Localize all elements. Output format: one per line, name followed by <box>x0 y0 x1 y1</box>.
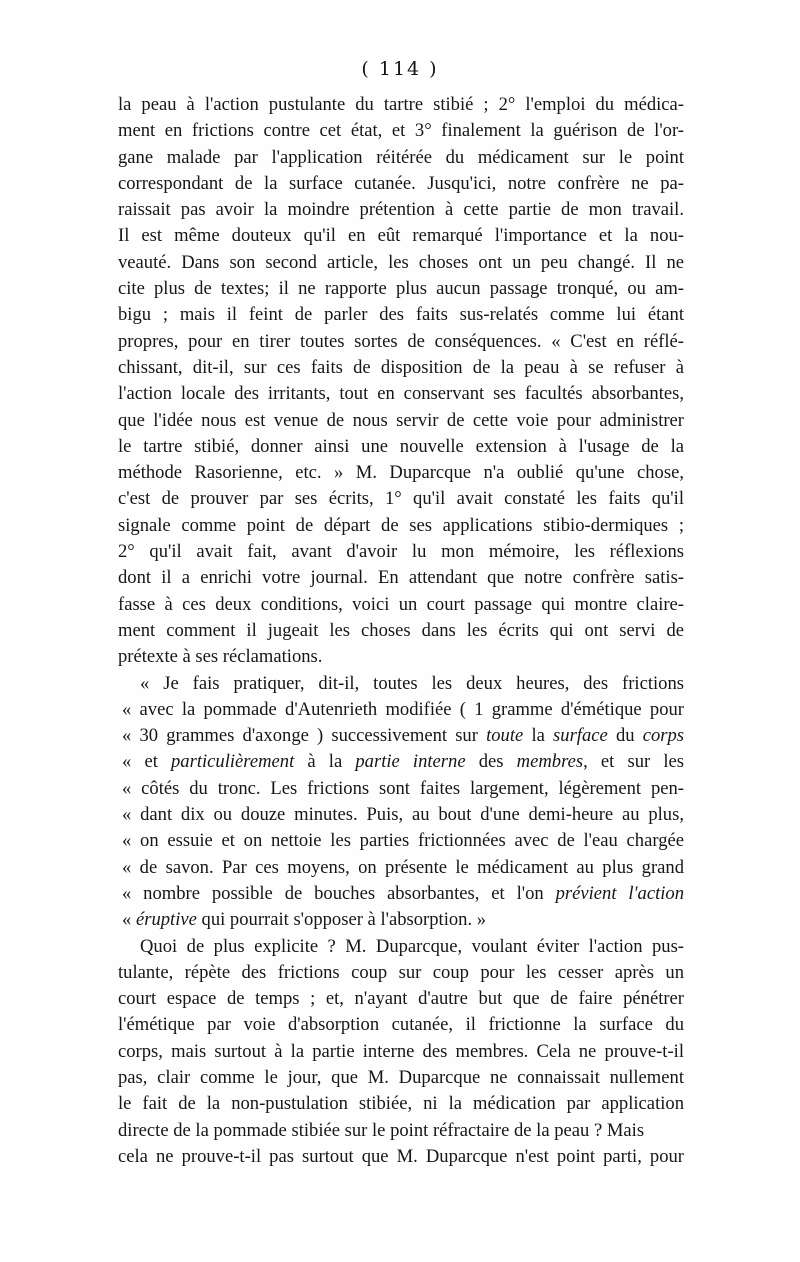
text-segment: correspondant de la surface cutanée. Jusqu'ici, notre confrère ne pa- <box>118 172 684 194</box>
text-line <box>118 671 684 697</box>
italic-text: corps <box>642 725 685 747</box>
text-segment: l'action locale des irritants, tout en conservant ses facultés absorbantes, <box>118 383 684 405</box>
text-segment: veauté. Dans son second article, les choses ont un peu changé. Il ne <box>118 251 684 273</box>
italic-text: particulièrement <box>171 751 295 773</box>
text-segment: « et <box>122 751 171 773</box>
italic-text: prévient l'action <box>555 882 685 904</box>
page-number: ( 114 ) <box>361 58 439 80</box>
text-segment: « 30 grammes d'axonge ) successivement sur <box>122 725 487 747</box>
text-line <box>118 118 684 144</box>
italic-text: surface <box>553 725 608 747</box>
text-segment: 2° qu'il avait fait, avant d'avoir lu mon mémoire, les réflexions <box>118 541 684 563</box>
italic-text: éruptive <box>135 909 197 931</box>
text-segment: cite plus de textes; il ne rapporte plus aucun passage tronqué, ou am- <box>118 278 684 300</box>
text-segment: Il est même douteux qu'il en eût remarqué l'importance et la nou- <box>118 225 684 247</box>
text-segment: fasse à ces deux conditions, voici un court passage qui montre claire- <box>118 593 684 615</box>
text-segment: corps, mais surtout à la partie interne des membres. Cela ne prouve-t-il <box>118 1040 684 1062</box>
text-line <box>118 381 684 407</box>
text-line <box>118 1144 684 1170</box>
text-segment: cela ne prouve-t-il pas surtout que M. Duparcque n'est point parti, pour <box>118 1145 684 1167</box>
text-segment: prétexte à ses réclamations. <box>118 646 323 668</box>
text-line <box>118 828 684 854</box>
text-line <box>118 592 684 618</box>
text-segment: c'est de prouver par ses écrits, 1° qu'il avait constaté les faits qu'il <box>118 488 684 510</box>
text-line <box>118 644 684 670</box>
text-segment: que l'idée nous est venue de nous servir de cette voie pour administrer <box>118 409 684 431</box>
text-segment: pas, clair comme le jour, que M. Duparcque ne connaissait nullement <box>118 1066 684 1088</box>
text-segment: raissait pas avoir la moindre prétention à cette partie de mon travail. <box>118 199 684 221</box>
text-line <box>118 223 684 249</box>
text-line <box>118 486 684 512</box>
text-line <box>118 1039 684 1065</box>
text-segment: le fait de la non-pustulation stibiée, ni la médication par application <box>118 1093 684 1115</box>
text-line <box>118 934 684 960</box>
text-segment: l'émétique par voie d'absorption cutanée, il frictionne la surface du <box>118 1014 684 1036</box>
text-segment: ment comment il jugeait les choses dans les écrits qui ont servi de <box>118 619 684 641</box>
text-segment: « côtés du tronc. Les frictions sont faites largement, légèrement pen- <box>122 777 684 799</box>
text-line <box>118 408 684 434</box>
text-line <box>118 986 684 1012</box>
text-line <box>118 1012 684 1038</box>
italic-text: membres <box>516 751 584 773</box>
text-segment: méthode Rasorienne, etc. » M. Duparcque n'a oublié qu'une chose, <box>118 462 684 484</box>
text-segment: « avec la pommade d'Autenrieth modifiée ( 1 gramme d'émétique pour <box>122 698 684 720</box>
text-line <box>118 171 684 197</box>
text-line <box>118 907 684 933</box>
text-line <box>118 802 684 828</box>
text-line <box>118 329 684 355</box>
text-segment: court espace de temps ; et, n'ayant d'autre but que de faire pénétrer <box>118 988 684 1010</box>
text-line <box>118 697 684 723</box>
text-segment: à la <box>294 751 356 773</box>
text-line <box>118 355 684 381</box>
text-segment: la peau à l'action pustulante du tartre stibié ; 2° l'emploi du médica- <box>118 94 684 115</box>
text-segment: « <box>122 909 136 931</box>
text-segment: tulante, répète des frictions coup sur coup pour les cesser après un <box>118 961 684 983</box>
text-line <box>118 1091 684 1117</box>
text-segment: « on essuie et on nettoie les parties frictionnées avec de l'eau chargée <box>122 830 684 852</box>
text-line <box>118 855 684 881</box>
text-segment: « dant dix ou douze minutes. Puis, au bout d'une demi-heure au plus, <box>122 804 684 826</box>
text-segment: signale comme point de départ de ses applications stibio-dermiques ; <box>118 514 684 536</box>
text-line <box>118 960 684 986</box>
text-segment: Quoi de plus explicite ? M. Duparcque, voulant éviter l'action pus- <box>140 935 684 957</box>
text-segment: « nombre possible de bouches absorbantes, et l'on <box>122 882 556 904</box>
text-segment: chissant, dit-il, sur ces faits de disposition de la peau à se refuser à <box>118 356 684 378</box>
text-segment: propres, pour en tirer toutes sortes de conséquences. « C'est en réflé- <box>118 330 684 352</box>
text-segment: du <box>607 725 643 747</box>
text-line <box>118 1065 684 1091</box>
text-segment: le tartre stibié, donner ainsi une nouvelle extension à l'usage de la <box>118 435 684 457</box>
text-segment: bigu ; mais il feint de parler des faits sus-relatés comme lui étant <box>118 304 684 326</box>
text-line <box>118 618 684 644</box>
text-line <box>118 197 684 223</box>
text-line <box>118 881 684 907</box>
body-text <box>118 92 684 1170</box>
text-line <box>118 565 684 591</box>
text-line <box>118 92 684 118</box>
text-line <box>118 749 684 775</box>
text-segment: ment en frictions contre cet état, et 3° finalement la guérison de l'or- <box>118 120 684 142</box>
italic-text: toute <box>486 725 524 747</box>
text-segment: gane malade par l'application réitérée du médicament sur le point <box>118 146 684 168</box>
text-segment: la <box>523 725 554 747</box>
text-line <box>118 276 684 302</box>
text-segment: directe de la pommade stibiée sur le point réfractaire de la peau ? Mais <box>118 1119 645 1141</box>
text-line <box>118 460 684 486</box>
text-segment: , et sur les <box>583 751 684 773</box>
text-line <box>118 1118 684 1144</box>
text-segment: « Je fais pratiquer, dit-il, toutes les deux heures, des frictions <box>140 672 684 694</box>
text-segment: qui pourrait s'opposer à l'absorption. » <box>196 909 487 931</box>
text-line <box>118 723 684 749</box>
text-line <box>118 539 684 565</box>
text-line <box>118 434 684 460</box>
text-line <box>118 145 684 171</box>
text-segment: des <box>465 751 517 773</box>
italic-text: partie interne <box>355 751 466 773</box>
text-line <box>118 302 684 328</box>
text-line <box>118 513 684 539</box>
text-line <box>118 776 684 802</box>
text-segment: « de savon. Par ces moyens, on présente le médicament au plus grand <box>122 856 684 878</box>
text-line <box>118 250 684 276</box>
text-segment: dont il a enrichi votre journal. En attendant que notre confrère satis- <box>118 567 684 589</box>
